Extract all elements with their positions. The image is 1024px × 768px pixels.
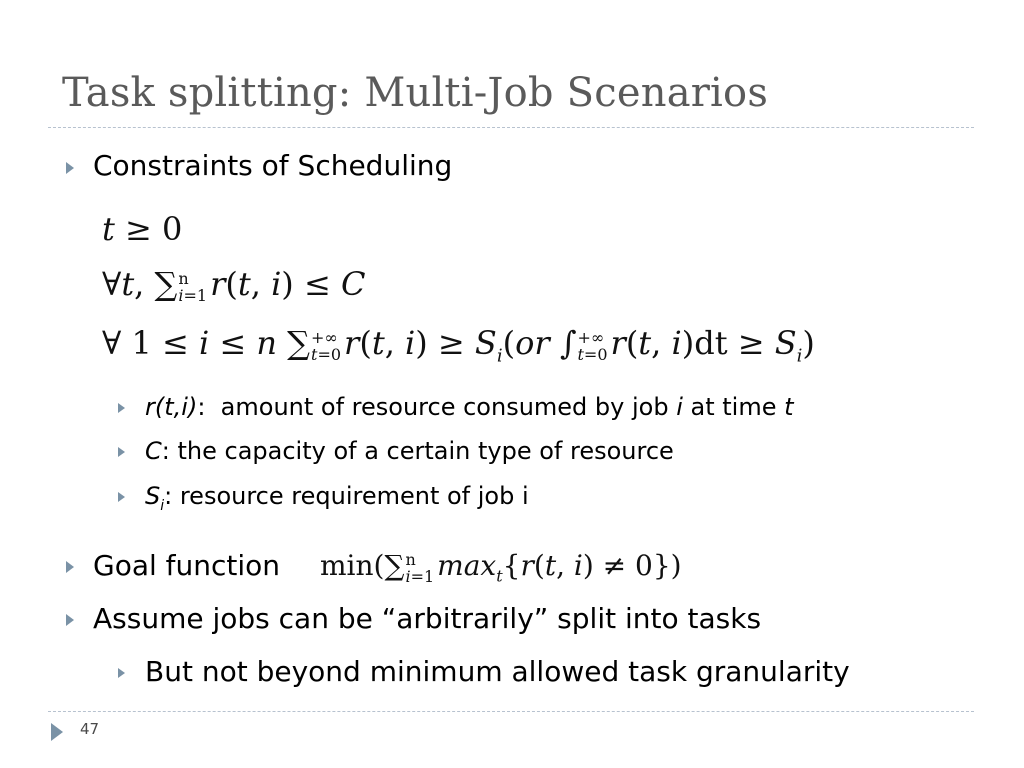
bullet-marker-icon	[66, 614, 74, 626]
bullet-marker-icon	[66, 561, 74, 573]
sub-bullet-marker-icon	[118, 492, 125, 502]
definition-c	[145, 437, 674, 465]
sub-bullet-marker-icon	[118, 403, 125, 413]
definition-r-job-var: i	[676, 393, 683, 421]
definition-s-term: S	[145, 482, 161, 510]
definition-c-term: C	[145, 437, 162, 465]
footer-arrow-icon	[51, 723, 63, 741]
definition-s-text: : resource requirement of job i	[164, 482, 529, 510]
definition-r-colon: :	[197, 393, 206, 421]
footer-divider	[48, 711, 974, 712]
bullet-constraints: Constraints of Scheduling	[93, 149, 453, 182]
equation-requirement-constraint: ∀ 1 ≤ i ≤ n ∑ +∞ t=0 r(t, $i) \ge S_i(or$ ∫ +∞ t=0 r(t, $i)dt \ge S_i$)	[102, 324, 815, 367]
definition-r	[145, 393, 794, 421]
definition-r-text2: at time	[682, 393, 785, 421]
sub-bullet-marker-icon	[118, 447, 125, 457]
sub-bullet-marker-icon	[118, 668, 125, 678]
definition-r-text: amount of resource consumed by job	[220, 393, 677, 421]
sub-bullet-granularity: But not beyond minimum allowed task granularity	[145, 655, 850, 688]
slide-title: Task splitting: Multi-Job Scenarios	[62, 70, 769, 116]
bullet-marker-icon	[66, 162, 74, 174]
definition-r-time-var: t	[784, 393, 794, 421]
equation-time-nonnegative: t ≥ 0	[102, 210, 183, 248]
definition-s-sub: i	[160, 497, 165, 514]
equation-goal-function: min(∑ n i=1 $\max_t\{r(t$, i) ≠ 0})	[320, 549, 682, 586]
page-number: 47	[80, 720, 100, 738]
bullet-goal: Goal function	[93, 549, 281, 582]
bullet-assume: Assume jobs can be “arbitrarily” split into tasks	[93, 602, 762, 635]
equation-capacity-constraint: ∀t, ∑ n i=1 r(t, i) ≤ C	[102, 265, 366, 305]
definition-r-term: r(t,i)	[145, 393, 198, 421]
definition-c-text: : the capacity of a certain type of resource	[161, 437, 674, 465]
title-divider	[48, 127, 974, 128]
definition-s	[145, 482, 529, 514]
